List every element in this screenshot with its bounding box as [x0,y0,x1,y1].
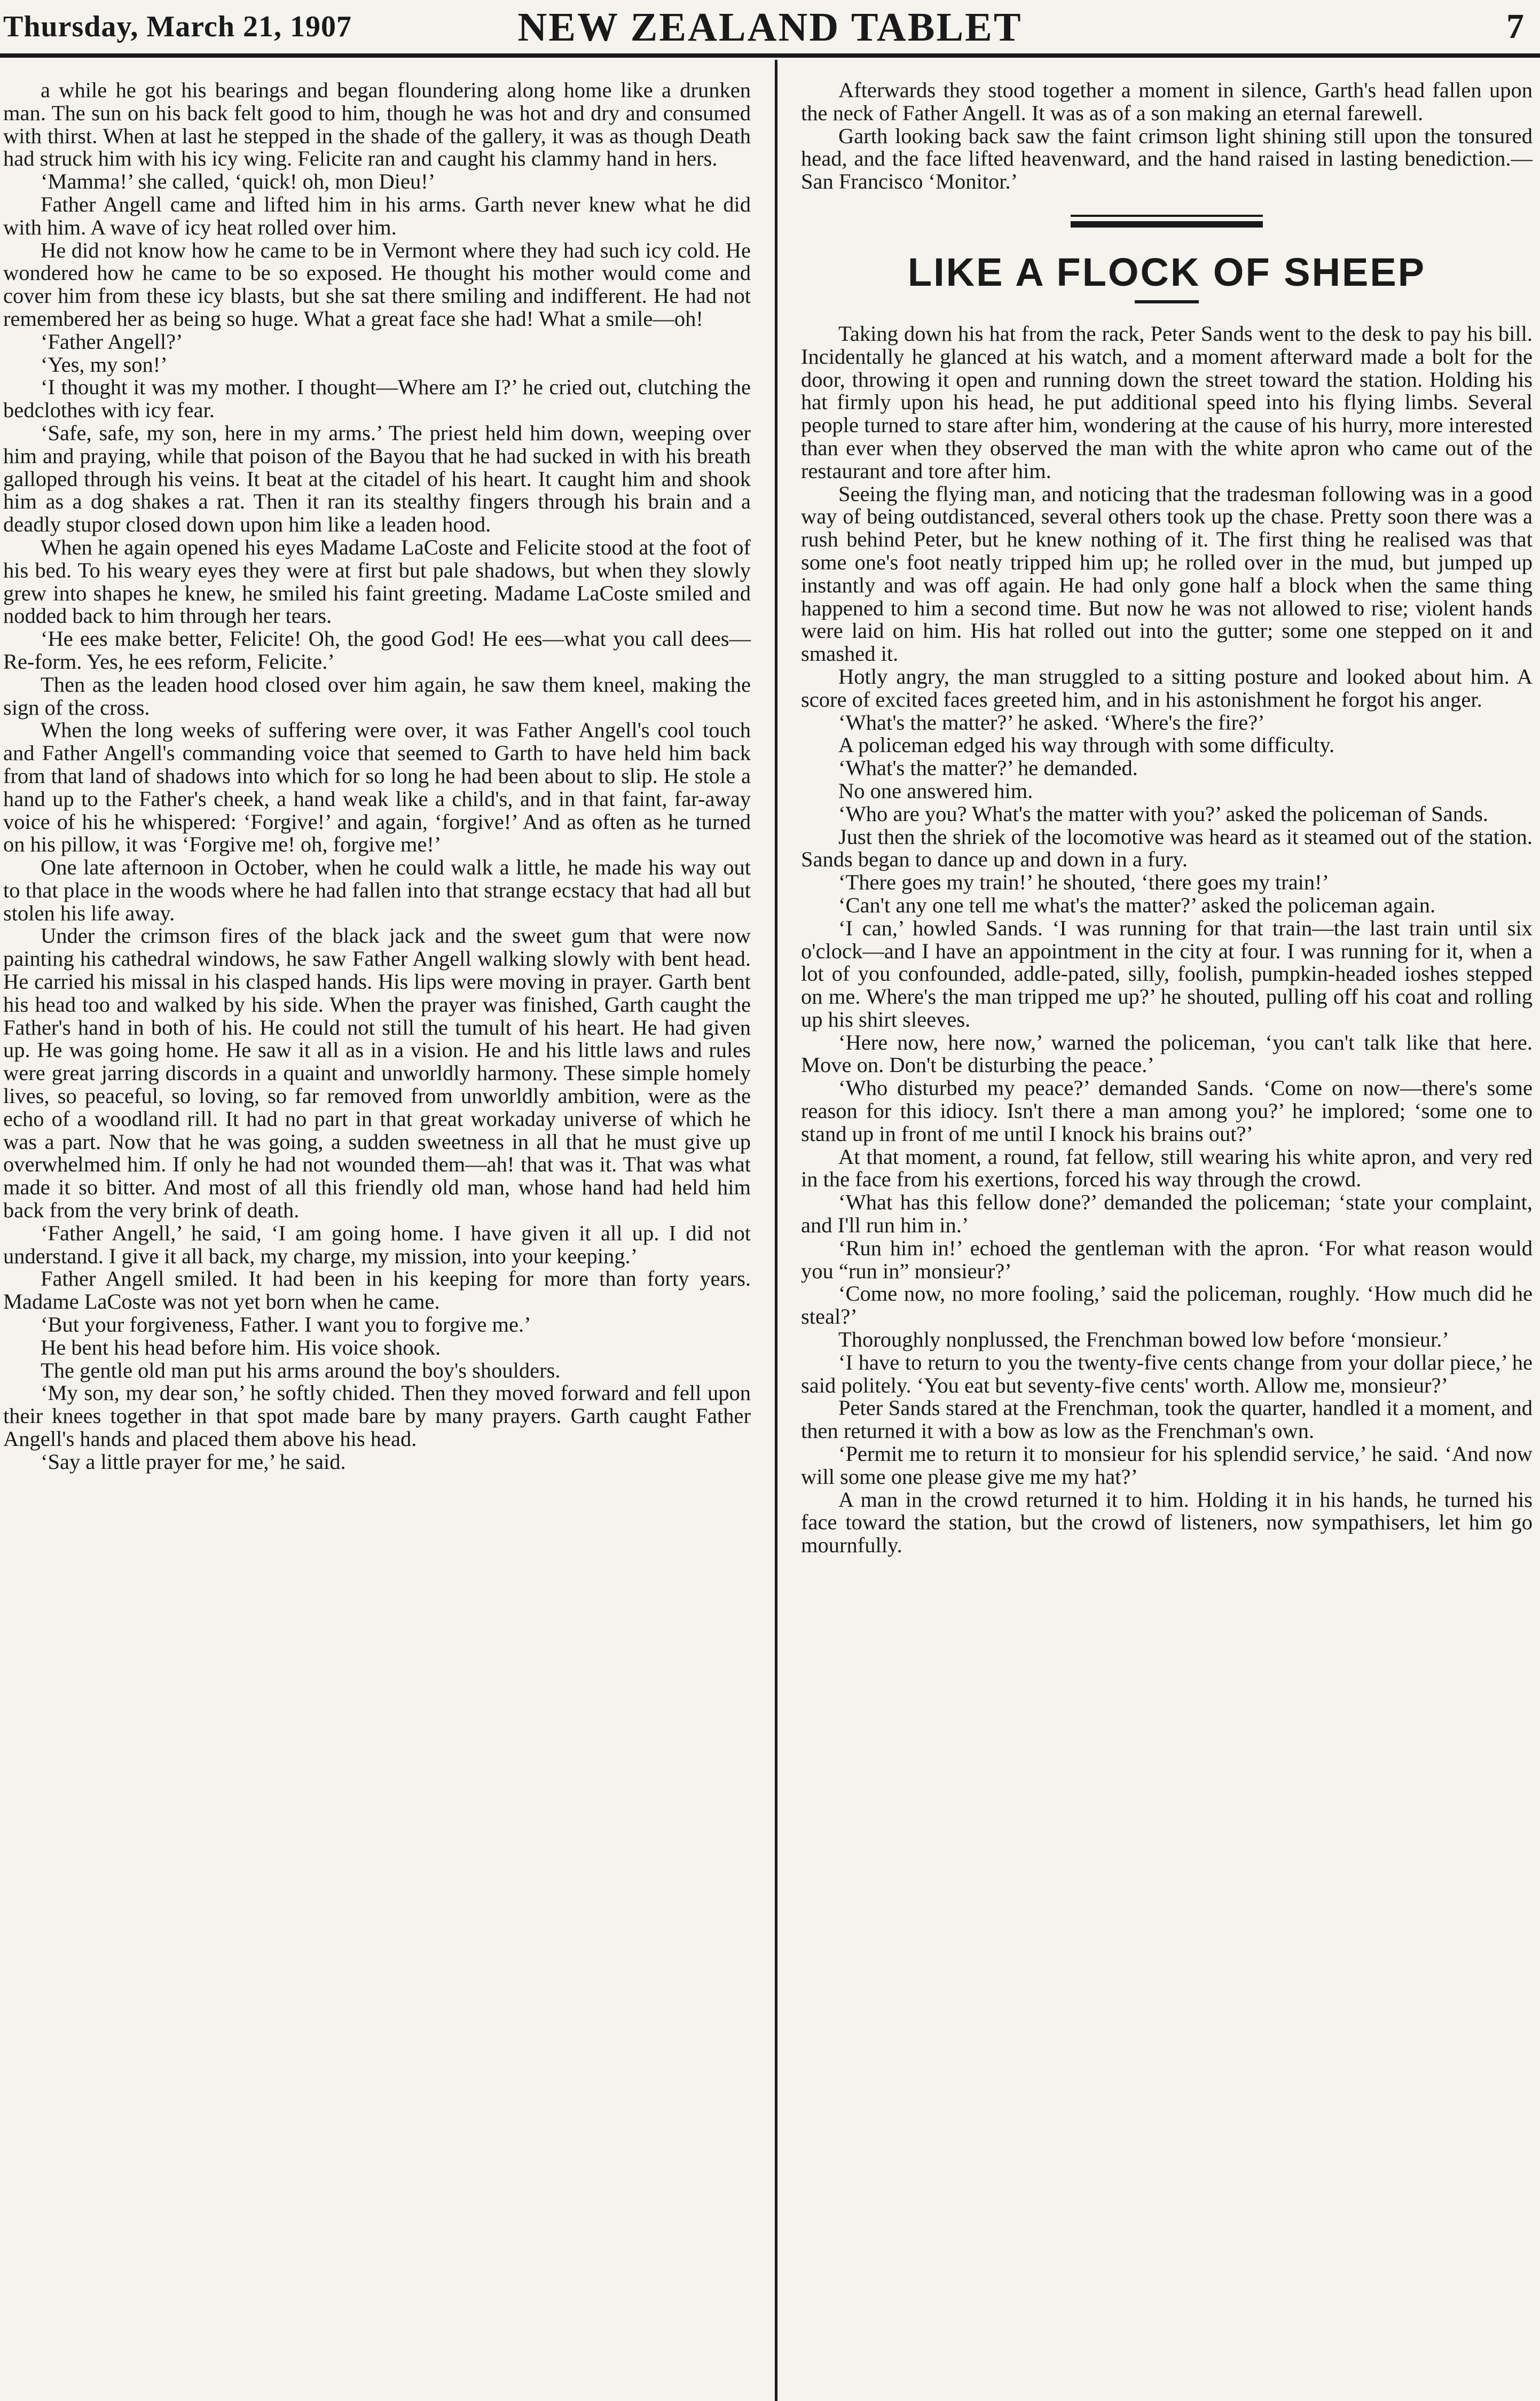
paragraph: Garth looking back saw the faint crimson light shining still upon the tonsured head, and the face lifted heavenward, and the hand raised in lasting benediction.—San Francisco ‘Monitor.’ [801,123,1533,194]
paragraph: Seeing the flying man, and noticing that the tradesman following was in a good way of being outdistanced, several others took up the chase. Pretty soon there was a rush behind Peter, but he knew nothing of it. The first thing he realised was that some one's foot neatly tripped him up; he rolled over in the mud, but jumped up instantly and was off again. He had only gone half a block when the same thing happened to him a second time. But now he was not allowed to rise; violent hands were laid on him. His hat rolled out into the gutter; some one stepped on it and smashed it. [801,481,1533,666]
paragraph: ‘I can,’ howled Sands. ‘I was running for that train—the last train until six o'clock—and I have an appointment in the city at four. I was running for it, when a lot of you confounded, addle-pated, silly, foolish, pumpkin-headed ioshes stepped on me. Where's the man tripped me up?’ he shouted, pulling off his coat and rolling up his shirt sleeves. [801,916,1533,1031]
paragraph: When the long weeks of suffering were over, it was Father Angell's cool touch and Father Angell's commanding voice that seemed to Garth to have held him back from that land of shadows into which for so long he had been about to slip. He stole a hand up to the Father's cheek, a hand weak like a child's, and in that faint, far-away voice of his he whispered: ‘Forgive!’ and again, ‘forgive!’ And as often as he turned on his pillow, it was ‘Forgive me! oh, forgive me!’ [3,718,751,857]
paragraph: ‘I thought it was my mother. I thought—Where am I?’ he cried out, clutching the bedclothes with icy fear. [3,375,751,423]
story-body [801,323,1533,1557]
paragraph: Just then the shriek of the locomotive was heard as it steamed out of the station. Sands began to dance up and down in a fury. [801,824,1533,872]
paragraph: Afterwards they stood together a moment in silence, Garth's head fallen upon the neck of Father Angell. It was as of a son making an eternal farewell. [801,78,1533,125]
paragraph: ‘I have to return to you the twenty-five cents change from your dollar piece,’ he said politely. ‘You eat but seventy-five cents' worth. Allow me, monsieur?’ [801,1350,1533,1397]
paragraph: At that moment, a round, fat fellow, still wearing his white apron, and very red in the face from his exertions, forced his way through the crowd. [801,1144,1533,1192]
page-number: 7 [1506,7,1524,46]
paragraph: a while he got his bearings and began floundering along home like a drunken man. The sun on his back felt good to him, though he was hot and dry and consumed with thirst. When at last he stepped in the shade of the gallery, it was as though Death had struck him with his icy wing. Felicite ran and caught his clammy hand in hers. [3,78,751,171]
paragraph: ‘But your forgiveness, Father. I want you to forgive me.’ [41,1312,531,1337]
paragraph: ‘Say a little prayer for me,’ he said. [41,1449,346,1474]
paragraph: A policeman edged his way through with some difficulty. [838,733,1335,757]
story-title: LIKE A FLOCK OF SHEEP [907,249,1426,294]
paragraph: Then as the leaden hood closed over him again, he saw them kneel, making the sign of the cross. [3,672,751,719]
paragraph: Taking down his hat from the rack, Peter Sands went to the desk to pay his bill. Incidentally he glanced at his watch, and a moment afterward made a bolt for the door, throwing it open and running down the street toward the station. Holding his hat firmly upon his head, he put additional speed into his flying limbs. Several people turned to stare after him, wondering at the cause of his hurry, more interested than ever when they observed the man with the white apron who came out of the restaurant and tore after him. [801,321,1533,483]
paragraph: The gentle old man put his arms around the boy's shoulders. [41,1358,561,1382]
title-rule [1135,300,1199,303]
right-column [801,79,1533,1557]
paragraph: Peter Sands stared at the Frenchman, took the quarter, handled it a moment, and then returned it with a bow as low as the Frenchman's own. [801,1396,1533,1443]
left-column [3,79,751,1474]
paragraph: ‘What's the matter?’ he asked. ‘Where's the fire?’ [838,710,1265,734]
paragraph: Under the crimson fires of the black jack and the sweet gum that were now painting his cathedral windows, he saw Father Angell walking slowly with bent head. He carried his missal in his clasped hands. His lips were moving in prayer. Garth bent his head too and walked by his side. When the prayer was finished, Garth caught the Father's hand in both of his. He could not still the tumult of his heart. He had given up. He was going home. He saw it all as in a vision. He and his little laws and rules were great jarring discords in a quaint and unworldly harmony. These simple homely lives, so peaceful, so loving, so far removed from unworldly ambition, were as the echo of a woodland rill. It had no part in that great workaday universe of which he was a part. Now that he was going, a sudden sweetness in all that he must give up overwhelmed him. If only he had not wounded them—ah! that was it. That was what made it so bitter. And most of all this friendly old man, whose hand had held him back from the very brink of death. [3,924,751,1223]
header-rule [0,53,1540,58]
page-header [0,0,1540,50]
masthead-title: NEW ZEALAND TABLET [517,5,1023,50]
paragraph: Father Angell smiled. It had been in his keeping for more than forty years. Madame LaCoste was not yet born when he came. [3,1266,751,1314]
paragraph: A man in the crowd returned it to him. Holding it in his hands, he turned his face toward the station, but the crowd of listeners, now sympathisers, let him go mournfully. [801,1487,1533,1558]
paragraph: ‘Who disturbed my peace?’ demanded Sands. ‘Come on now—there's some reason for this idiocy. Isn't there a man among you?’ he implored; ‘some one to stand up in front of me until I knock his brains out?’ [801,1076,1533,1146]
issue-date: Thursday, March 21, 1907 [3,10,352,43]
paragraph: ‘There goes my train!’ he shouted, ‘there goes my train!’ [838,870,1330,895]
paragraph: ‘Here now, here now,’ warned the policeman, ‘you can't talk like that here. Move on. Don't be disturbing the peace.’ [801,1030,1533,1077]
paragraph: No one answered him. [838,778,1033,803]
paragraph: When he again opened his eyes Madame LaCoste and Felicite stood at the foot of his bed. To his weary eyes they were at first but pale shadows, but when they slowly grew into shapes he knew, he smiled his faint greeting. Madame LaCoste smiled and nodded back to him through her tears. [3,535,751,628]
paragraph: ‘Who are you? What's the matter with you?’ asked the policeman of Sands. [838,801,1489,826]
paragraph: ‘Mamma!’ she called, ‘quick! oh, mon Dieu!’ [41,169,436,194]
paragraph: He did not know how he came to be in Vermont where they had such icy cold. He wondered how he came to be so exposed. He thought his mother would come and cover him from these icy blasts, but she sat there smiling and indifferent. He had not remembered her as being so huge. What a great face she had! What a smile—oh! [3,238,751,331]
paragraph: ‘Yes, my son!’ [41,352,168,377]
paragraph: One late afternoon in October, when he could walk a little, he made his way out to that place in the woods where he had fallen into that strange ecstacy that had all but stolen his life away. [3,855,751,925]
paragraph: ‘Father Angell,’ he said, ‘I am going home. I have given it all up. I did not understand. I give it all back, my charge, my mission, into your keeping.’ [3,1221,751,1268]
story-continuation [801,79,1533,193]
paragraph: ‘My son, my dear son,’ he softly chided. Then they moved forward and fell upon their knees together in that spot made bare by many prayers. Garth caught Father Angell's hands and placed them above his head. [3,1381,751,1451]
paragraph: Hotly angry, the man struggled to a sitting posture and looked about him. A score of excited faces greeted him, and in his astonishment he forgot his anger. [801,664,1533,711]
paragraph: ‘Can't any one tell me what's the matter?’ asked the policeman again. [838,893,1436,917]
paragraph: Father Angell came and lifted him in his arms. Garth never knew what he did with him. A wave of icy heat rolled over him. [3,192,751,239]
paragraph: He bent his head before him. His voice shook. [41,1335,441,1359]
paragraph: ‘Safe, safe, my son, here in my arms.’ The priest held him down, weeping over him and praying, while that poison of the Bayou that he had sucked in with his breath galloped through his veins. It beat at the citadel of his heart. It caught him and shook him as a dog shakes a rat. Then it ran its stealthy fingers through his brain and a deadly stupor closed down upon him like a leaden hood. [3,420,751,537]
paragraph: ‘Father Angell?’ [41,329,183,354]
paragraph: ‘He ees make better, Felicite! Oh, the good God! He ees—what you call dees—Re-form. Yes, he ees reform, Felicite.’ [3,627,751,674]
paragraph: ‘What has this fellow done?’ demanded the policeman; ‘state your complaint, and I'll run him in.’ [801,1190,1533,1238]
paragraph: ‘Permit me to return it to monsieur for his splendid service,’ he said. ‘And now will some one please give me my hat?’ [801,1442,1533,1489]
paragraph: Thoroughly nonplussed, the Frenchman bowed low before ‘monsieur.’ [838,1327,1449,1352]
paragraph: ‘Run him in!’ echoed the gentleman with the apron. ‘For what reason would you “run in” monsieur?’ [801,1235,1533,1283]
column-divider [775,60,777,2401]
paragraph: ‘Come now, no more fooling,’ said the policeman, roughly. ‘How much did he steal?’ [801,1281,1533,1329]
section-divider [1071,215,1263,228]
paragraph: ‘What's the matter?’ he demanded. [838,756,1138,780]
